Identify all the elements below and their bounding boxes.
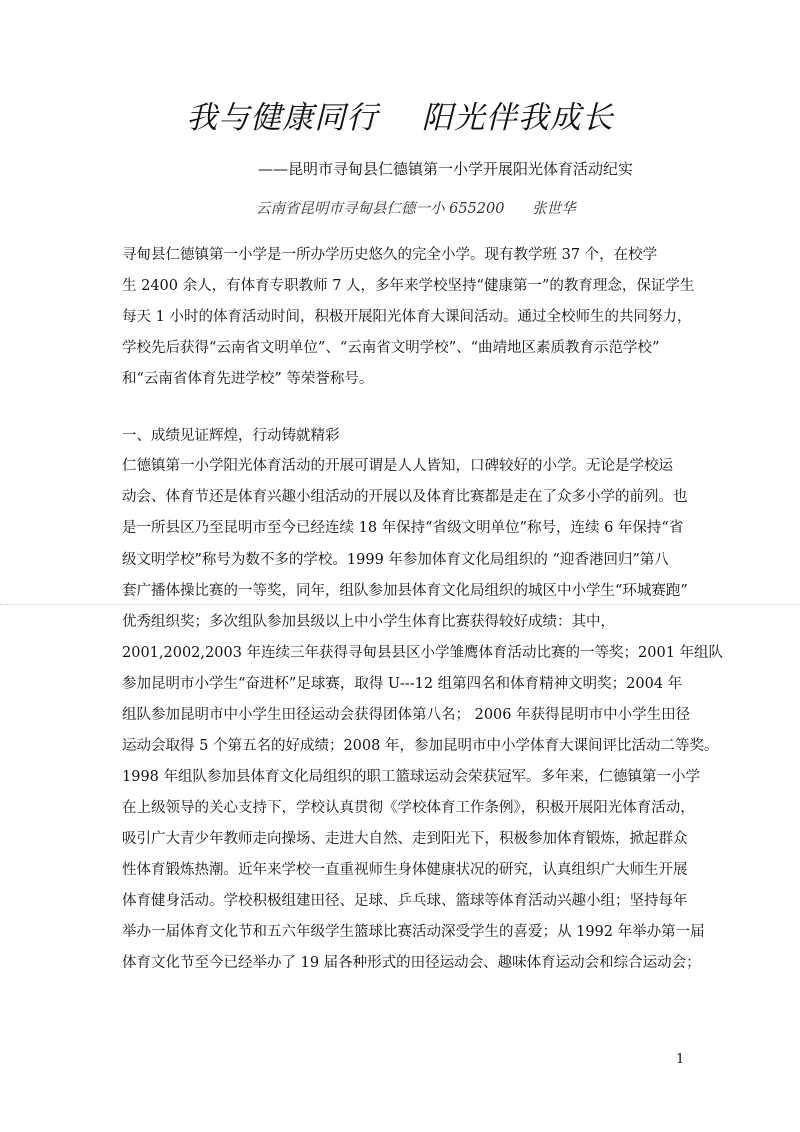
body-line: 寻甸县仁德镇第一小学是一所办学历史悠久的完全小学。现有教学班 37 个，在校学 — [122, 247, 658, 263]
dotted-divider — [0, 604, 800, 605]
body-line: 1998 年组队参加县体育文化局组织的职工篮球运动会荣获冠军。多年来，仁德镇第一小学 — [122, 769, 701, 785]
body-line: 生 2400 余人，有体育专职教师 7 人，多年来学校坚持“健康第一”的教育理念，保证学生 — [122, 278, 695, 294]
body-line: 在上级领导的关心支持下，学校认真贯彻《学校体育工作条例》，积极开展阳光体育活动， — [122, 800, 695, 816]
body-line: 优秀组织奖；多次组队参加县级以上中小学生体育比赛获得较好成绩：其中， — [122, 614, 615, 630]
document-title: 我与健康同行 阳光伴我成长 — [186, 100, 614, 136]
body-line: 学校先后获得“云南省文明单位”、“云南省文明学校”、“曲靖地区素质教育示范学校” — [122, 340, 660, 356]
body-line: 和“云南省体育先进学校” 等荣誉称号。 — [122, 371, 374, 387]
body-line: 每天 1 小时的体育活动时间，积极开展阳光体育大课间活动。通过全校师生的共同努力， — [122, 309, 692, 325]
body-line: 组队参加昆明市中小学生田径运动会获得团体第八名； 2006 年获得昆明市中小学生田径 — [122, 707, 691, 723]
body-line: 运动会取得 5 个第五名的好成绩；2008 年，参加昆明市中小学体育大课间评比活动二等奖。 — [122, 738, 719, 754]
body-line: 参加昆明市小学生“奋进杯”足球赛，取得 U---12 组第四名和体育精神文明奖；2004 年 — [122, 676, 683, 692]
body-line: 吸引广大青少年教师走向操场、走进大自然、走到阳光下，积极参加体育锻炼，掀起群众 — [122, 831, 688, 847]
body-line: 体育文化节至今已经举办了 19 届各种形式的田径运动会、趣味体育运动会和综合运动会； — [122, 955, 701, 971]
document-subtitle: ——昆明市寻甸县仁德镇第一小学开展阳光体育活动纪实 — [258, 160, 634, 178]
page-number: 1 — [676, 1052, 685, 1067]
author-line: 云南省昆明市寻甸县仁德一小 655200 张世华 — [256, 201, 576, 217]
section-heading: 一、成绩见证辉煌，行动铸就精彩 — [122, 428, 340, 444]
body-line: 2001,2002,2003 年连续三年获得寻甸县县区小学雏鹰体育活动比赛的一等奖；2001 年组队 — [122, 645, 724, 661]
body-line: 仁德镇第一小学阳光体育活动的开展可谓是人人皆知，口碑较好的小学。无论是学校运 — [122, 458, 673, 474]
body-line: 性体育锻炼热潮。近年来学校一直重视师生身体健康状况的研究，认真组织广大师生开展 — [122, 862, 688, 878]
body-line: 级文明学校”称号为数不多的学校。1999 年参加体育文化局组织的 “迎香港回归”第八 — [122, 552, 669, 568]
body-line: 体育健身活动。学校积极组建田径、足球、乒乓球、篮球等体育活动兴趣小组；坚持每年 — [122, 893, 688, 909]
body-line: 动会、体育节还是体育兴趣小组活动的开展以及体育比赛都是走在了众多小学的前列。也 — [122, 489, 688, 505]
body-line: 举办一届体育文化节和五六年级学生篮球比赛活动深受学生的喜爱；从 1992 年举办第一届 — [122, 924, 705, 940]
body-line: 套广播体操比赛的一等奖，同年，组队参加县体育文化局组织的城区中小学生“环城赛跑” — [122, 583, 688, 599]
body-line: 是一所县区乃至昆明市至今已经连续 18 年保持“省级文明单位”称号，连续 6 年保持“省 — [122, 520, 684, 536]
